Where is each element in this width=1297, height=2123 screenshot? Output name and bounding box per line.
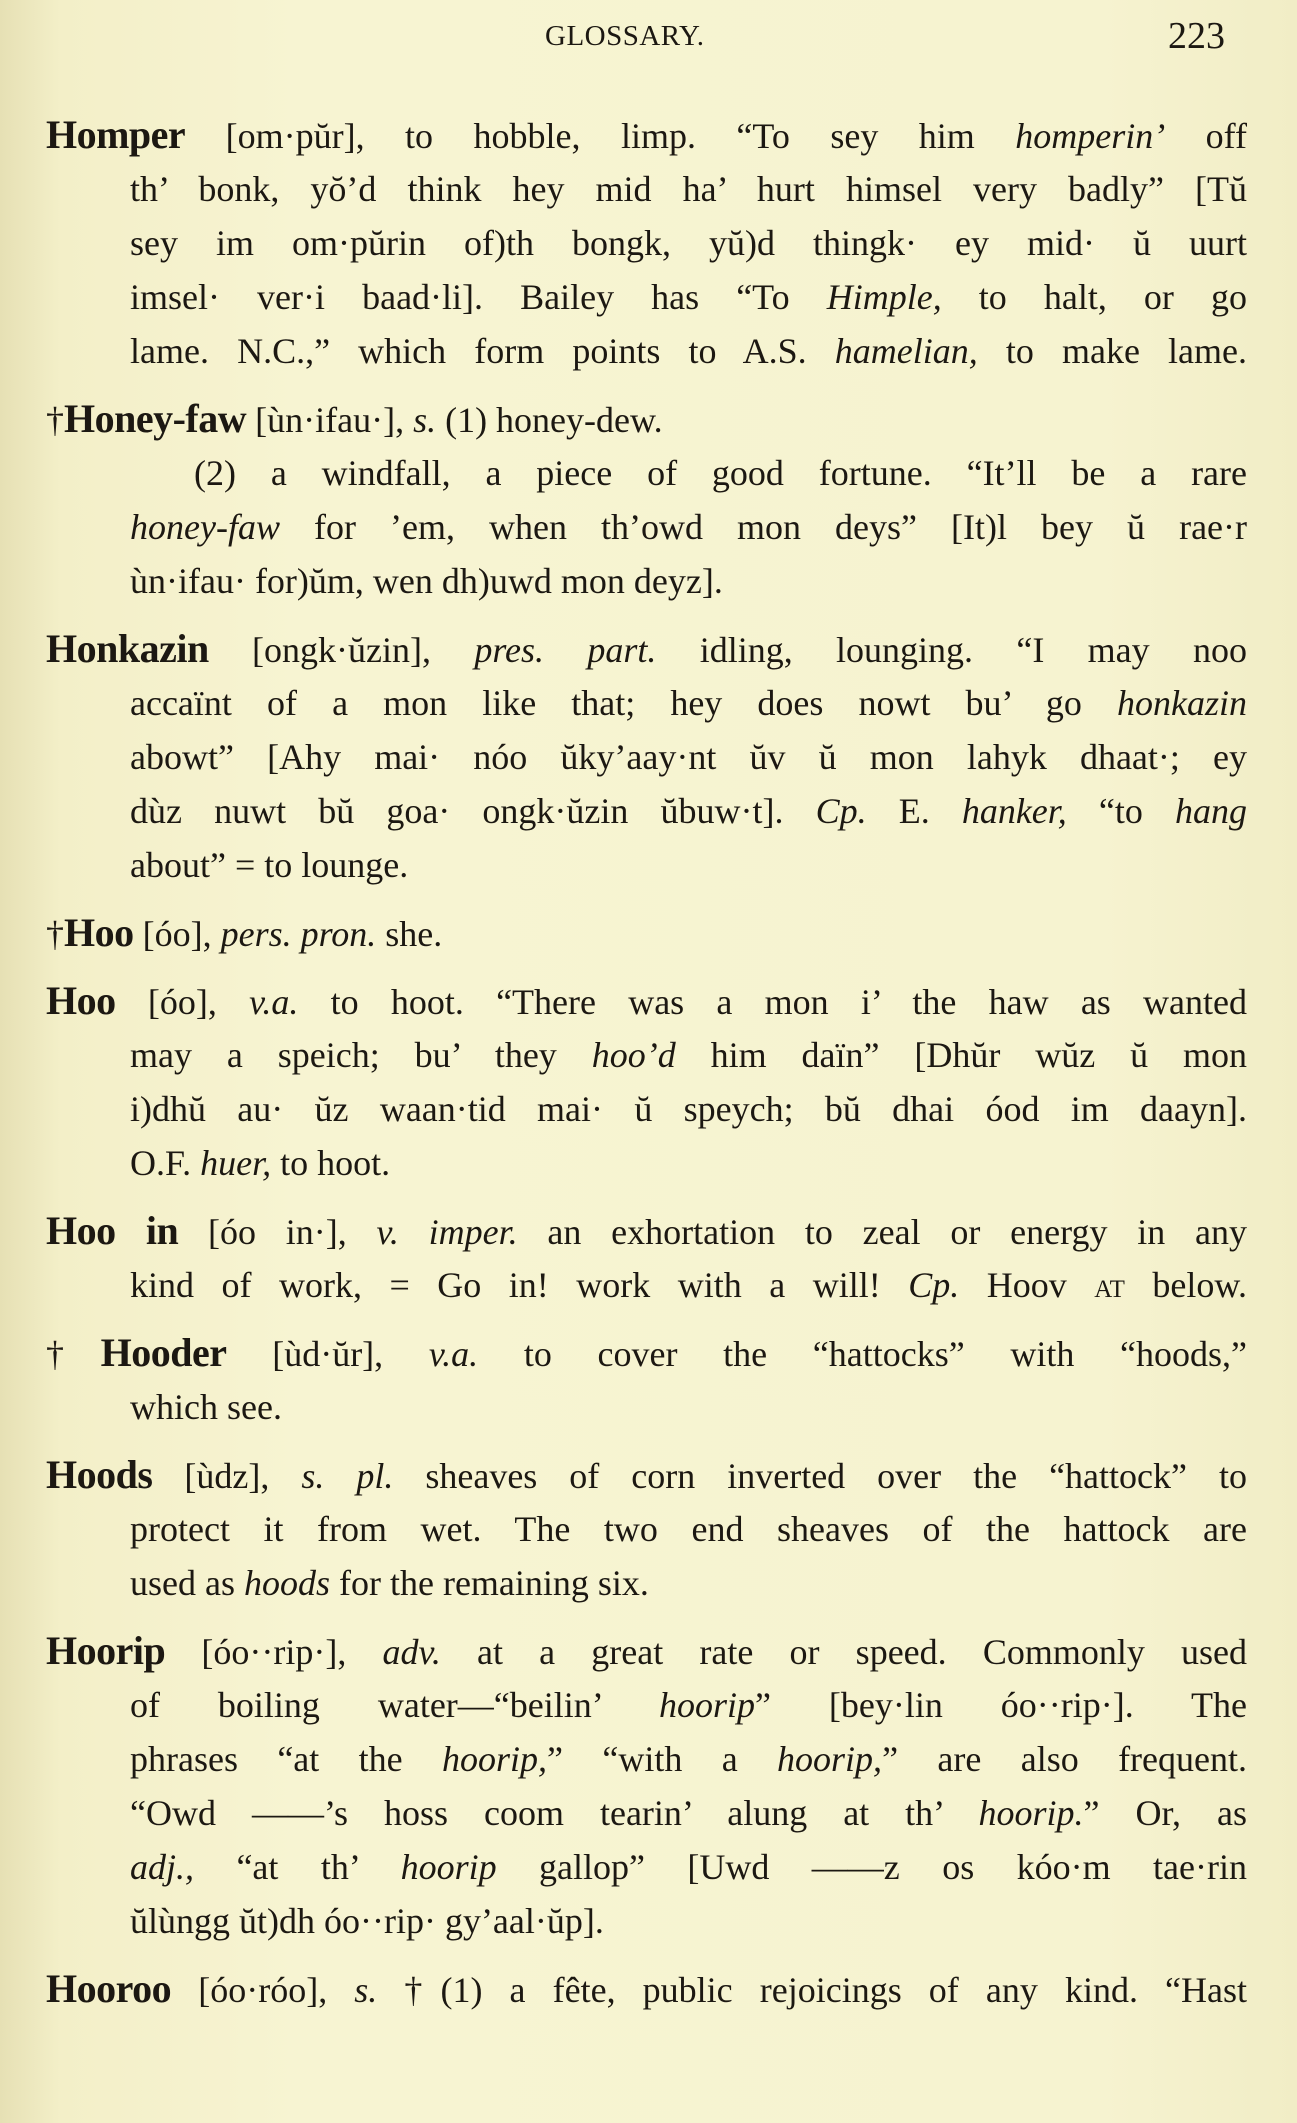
text: gallop” [Uwd ——z os kóo·m tae·rin <box>496 1847 1247 1887</box>
entry-line <box>46 1502 1247 1556</box>
glossary-entry-hoo-pron <box>46 906 1247 960</box>
entry-line <box>46 392 1247 446</box>
italic-text: adv. <box>382 1632 441 1672</box>
entry-line <box>46 1556 1247 1610</box>
entry-line <box>46 270 1247 324</box>
entry-line <box>46 1028 1247 1082</box>
text: about” = to lounge. <box>130 845 409 885</box>
italic-text: hoorip, <box>442 1739 548 1779</box>
entry-line <box>46 1326 1247 1380</box>
text: [óo], <box>133 914 221 954</box>
text: ” Or, as <box>1083 1793 1247 1833</box>
italic-text: hanker, <box>961 791 1067 831</box>
headword: Homper <box>46 112 186 157</box>
text: below. <box>1124 1265 1248 1305</box>
entry-line <box>46 1840 1247 1894</box>
headword: Hoorip <box>46 1628 166 1673</box>
text: Hoov <box>959 1265 1095 1305</box>
text: “at th’ <box>194 1847 401 1887</box>
headword: Honkazin <box>46 626 209 671</box>
text: ùn·ifau· for)ŭm, wen dh)uwd mon deyz]. <box>130 561 723 601</box>
italic-text: hoorip, <box>777 1739 883 1779</box>
text: ” are also frequent. <box>882 1739 1248 1779</box>
italic-text: Cp. <box>815 791 867 831</box>
entry-line <box>46 1204 1247 1258</box>
text: abowt” [Ahy mai· nóo ŭky’aay·nt ŭv ŭ mon lahyk dhaat·; ey <box>130 737 1247 777</box>
italic-text: hoorip <box>400 1847 497 1887</box>
italic-text: hoorip <box>659 1685 756 1725</box>
glossary-entry-hoods <box>46 1448 1247 1610</box>
entry-line <box>46 1624 1247 1678</box>
text: [ùn·ifau·], <box>246 400 414 440</box>
text: th’ bonk, yŏ’d think hey mid ha’ hurt himsel very badly” [Tŭ <box>130 169 1247 209</box>
italic-text: honey-faw <box>130 507 280 547</box>
text: [óo··rip·], <box>165 1632 383 1672</box>
text: lame. N.C.,” which form points to A.S. <box>130 331 835 371</box>
italic-text: Cp. <box>908 1265 960 1305</box>
text: ” [bey·lin óo··rip·]. The <box>755 1685 1247 1725</box>
text: for the remaining six. <box>330 1563 649 1603</box>
headword: Honey-faw <box>64 396 247 441</box>
text: [ùdz], <box>152 1456 302 1496</box>
text: for ’em, when th’owd mon deys” [It)l bey ŭ rae·r <box>279 507 1247 547</box>
italic-text: pres. part. <box>474 630 657 670</box>
entry-line <box>46 784 1247 838</box>
entry-line <box>46 730 1247 784</box>
italic-text: v. imper. <box>376 1212 518 1252</box>
text: imsel· ver·i baad·li]. Bailey has “To <box>130 277 827 317</box>
text: E. <box>866 791 962 831</box>
text: to hoot. “There was a mon i’ the haw as wanted <box>298 982 1247 1022</box>
italic-text: Himple, <box>826 277 942 317</box>
small-caps-text: at <box>1094 1265 1125 1305</box>
dagger-mark: † <box>46 1334 101 1374</box>
text: [ùd·ŭr], <box>226 1334 429 1374</box>
entry-line <box>46 622 1247 676</box>
text: kind of work, = Go in! work with a will! <box>130 1265 909 1305</box>
text: O.F. <box>130 1143 201 1183</box>
glossary-entry-homper <box>46 108 1247 378</box>
text: (1) honey-dew. <box>436 400 663 440</box>
text: “Owd ——’s hoss coom tearin’ alung at th’ <box>130 1793 979 1833</box>
entry-line <box>46 676 1247 730</box>
entry-line <box>46 108 1247 162</box>
entry-line <box>46 1380 1247 1434</box>
text: to halt, or go <box>941 277 1247 317</box>
dagger-mark: † <box>46 914 64 954</box>
text: phrases “at the <box>130 1739 442 1779</box>
italic-text: hamelian, <box>834 331 978 371</box>
text: [óo], <box>115 982 250 1022</box>
text: to make lame. <box>977 331 1247 371</box>
text: idling, lounging. “I may noo <box>656 630 1247 670</box>
entry-line <box>46 1136 1247 1190</box>
text: i)dhŭ au· ŭz waan·tid mai· ŭ speych; bŭ dhai óod im daayn]. <box>130 1089 1247 1129</box>
italic-text: s. <box>413 400 437 440</box>
entry-line <box>46 1894 1247 1948</box>
entry-line <box>46 1448 1247 1502</box>
text: she. <box>376 914 443 954</box>
text: [óo·róo], <box>171 1970 355 2010</box>
entry-line <box>46 216 1247 270</box>
glossary-entry-hooroo <box>46 1962 1247 2016</box>
text: ” “with a <box>547 1739 778 1779</box>
italic-text: hoorip. <box>978 1793 1084 1833</box>
text: to cover the “hattocks” with “hoods,” <box>478 1334 1248 1374</box>
glossary-entry-hoo-in <box>46 1204 1247 1312</box>
italic-text: v.a. <box>428 1334 479 1374</box>
entry-line <box>46 1786 1247 1840</box>
entry-line <box>46 324 1247 378</box>
entry-line <box>46 500 1247 554</box>
glossary-entry-honkazin <box>46 622 1247 892</box>
text: an exhortation to zeal or energy in any <box>517 1212 1247 1252</box>
italic-text: hoo’d <box>591 1035 676 1075</box>
text: of boiling water—“beilin’ <box>130 1685 659 1725</box>
entry-line <box>46 162 1247 216</box>
entry-line <box>46 1678 1247 1732</box>
headword: Hoo <box>46 978 116 1023</box>
text: (2) a windfall, a piece of good fortune. “It’ll be a rare <box>194 453 1247 493</box>
text: sey im om·pŭrin of)th bongk, yŭ)d thingk· ey mid· ŭ uurt <box>130 223 1247 263</box>
italic-text: hoods <box>243 1563 330 1603</box>
entry-line <box>46 1732 1247 1786</box>
italic-text: honkazin <box>1117 683 1247 723</box>
entry-line <box>46 1962 1247 2016</box>
italic-text: huer, <box>200 1143 272 1183</box>
glossary-entry-hoorip <box>46 1624 1247 1948</box>
glossary-entry-hoo-verb <box>46 974 1247 1190</box>
italic-text: v.a. <box>249 982 299 1022</box>
italic-text: hang <box>1175 791 1248 831</box>
entry-line <box>46 554 1247 608</box>
headword: Hoo <box>64 910 134 955</box>
text: sheaves of corn inverted over the “hattock” to <box>393 1456 1247 1496</box>
entry-line <box>46 838 1247 892</box>
text: [om·pŭr], to hobble, limp. “To sey him <box>185 116 1016 156</box>
running-title: GLOSSARY. <box>545 20 705 52</box>
glossary-body <box>46 108 1247 2030</box>
entry-line <box>46 1258 1247 1312</box>
entry-line <box>46 1082 1247 1136</box>
text: at a great rate or speed. Commonly used <box>440 1632 1247 1672</box>
headword: Hooder <box>100 1330 227 1375</box>
page-number: 223 <box>1168 15 1225 57</box>
running-header <box>0 14 1297 64</box>
text: him daïn” [Dhŭr wŭz ŭ mon <box>675 1035 1247 1075</box>
italic-text: homperin’ <box>1015 116 1166 156</box>
text: may a speich; bu’ they <box>130 1035 592 1075</box>
text: ŭlùngg ŭt)dh óo··rip· gy’aal·ŭp]. <box>130 1901 604 1941</box>
text: †(1) a fête, public rejoicings of any kind. “Hast <box>377 1970 1248 2010</box>
entry-line <box>46 906 1247 960</box>
text: dùz nuwt bŭ goa· ongk·ŭzin ŭbuw·t]. <box>130 791 816 831</box>
text: accaïnt of a mon like that; hey does nowt bu’ go <box>130 683 1117 723</box>
text: off <box>1165 116 1248 156</box>
text: protect it from wet. The two end sheaves of the hattock are <box>130 1509 1247 1549</box>
text: to hoot. <box>271 1143 391 1183</box>
text: which see. <box>130 1387 282 1427</box>
headword: Hoods <box>46 1452 153 1497</box>
entry-line <box>46 974 1247 1028</box>
glossary-entry-hooder <box>46 1326 1247 1434</box>
italic-text: adj., <box>130 1847 195 1887</box>
text: used as <box>130 1563 244 1603</box>
entry-line <box>46 446 1247 500</box>
headword: Hoo in <box>46 1208 179 1253</box>
italic-text: s. <box>354 1970 378 2010</box>
text: [ongk·ŭzin], <box>208 630 475 670</box>
text: “to <box>1066 791 1176 831</box>
text: [óo in·], <box>178 1212 377 1252</box>
italic-text: pers. pron. <box>220 914 377 954</box>
glossary-entry-honey-faw <box>46 392 1247 608</box>
dagger-mark: † <box>46 400 64 440</box>
headword: Hooroo <box>46 1966 172 2011</box>
italic-text: s. pl. <box>301 1456 394 1496</box>
